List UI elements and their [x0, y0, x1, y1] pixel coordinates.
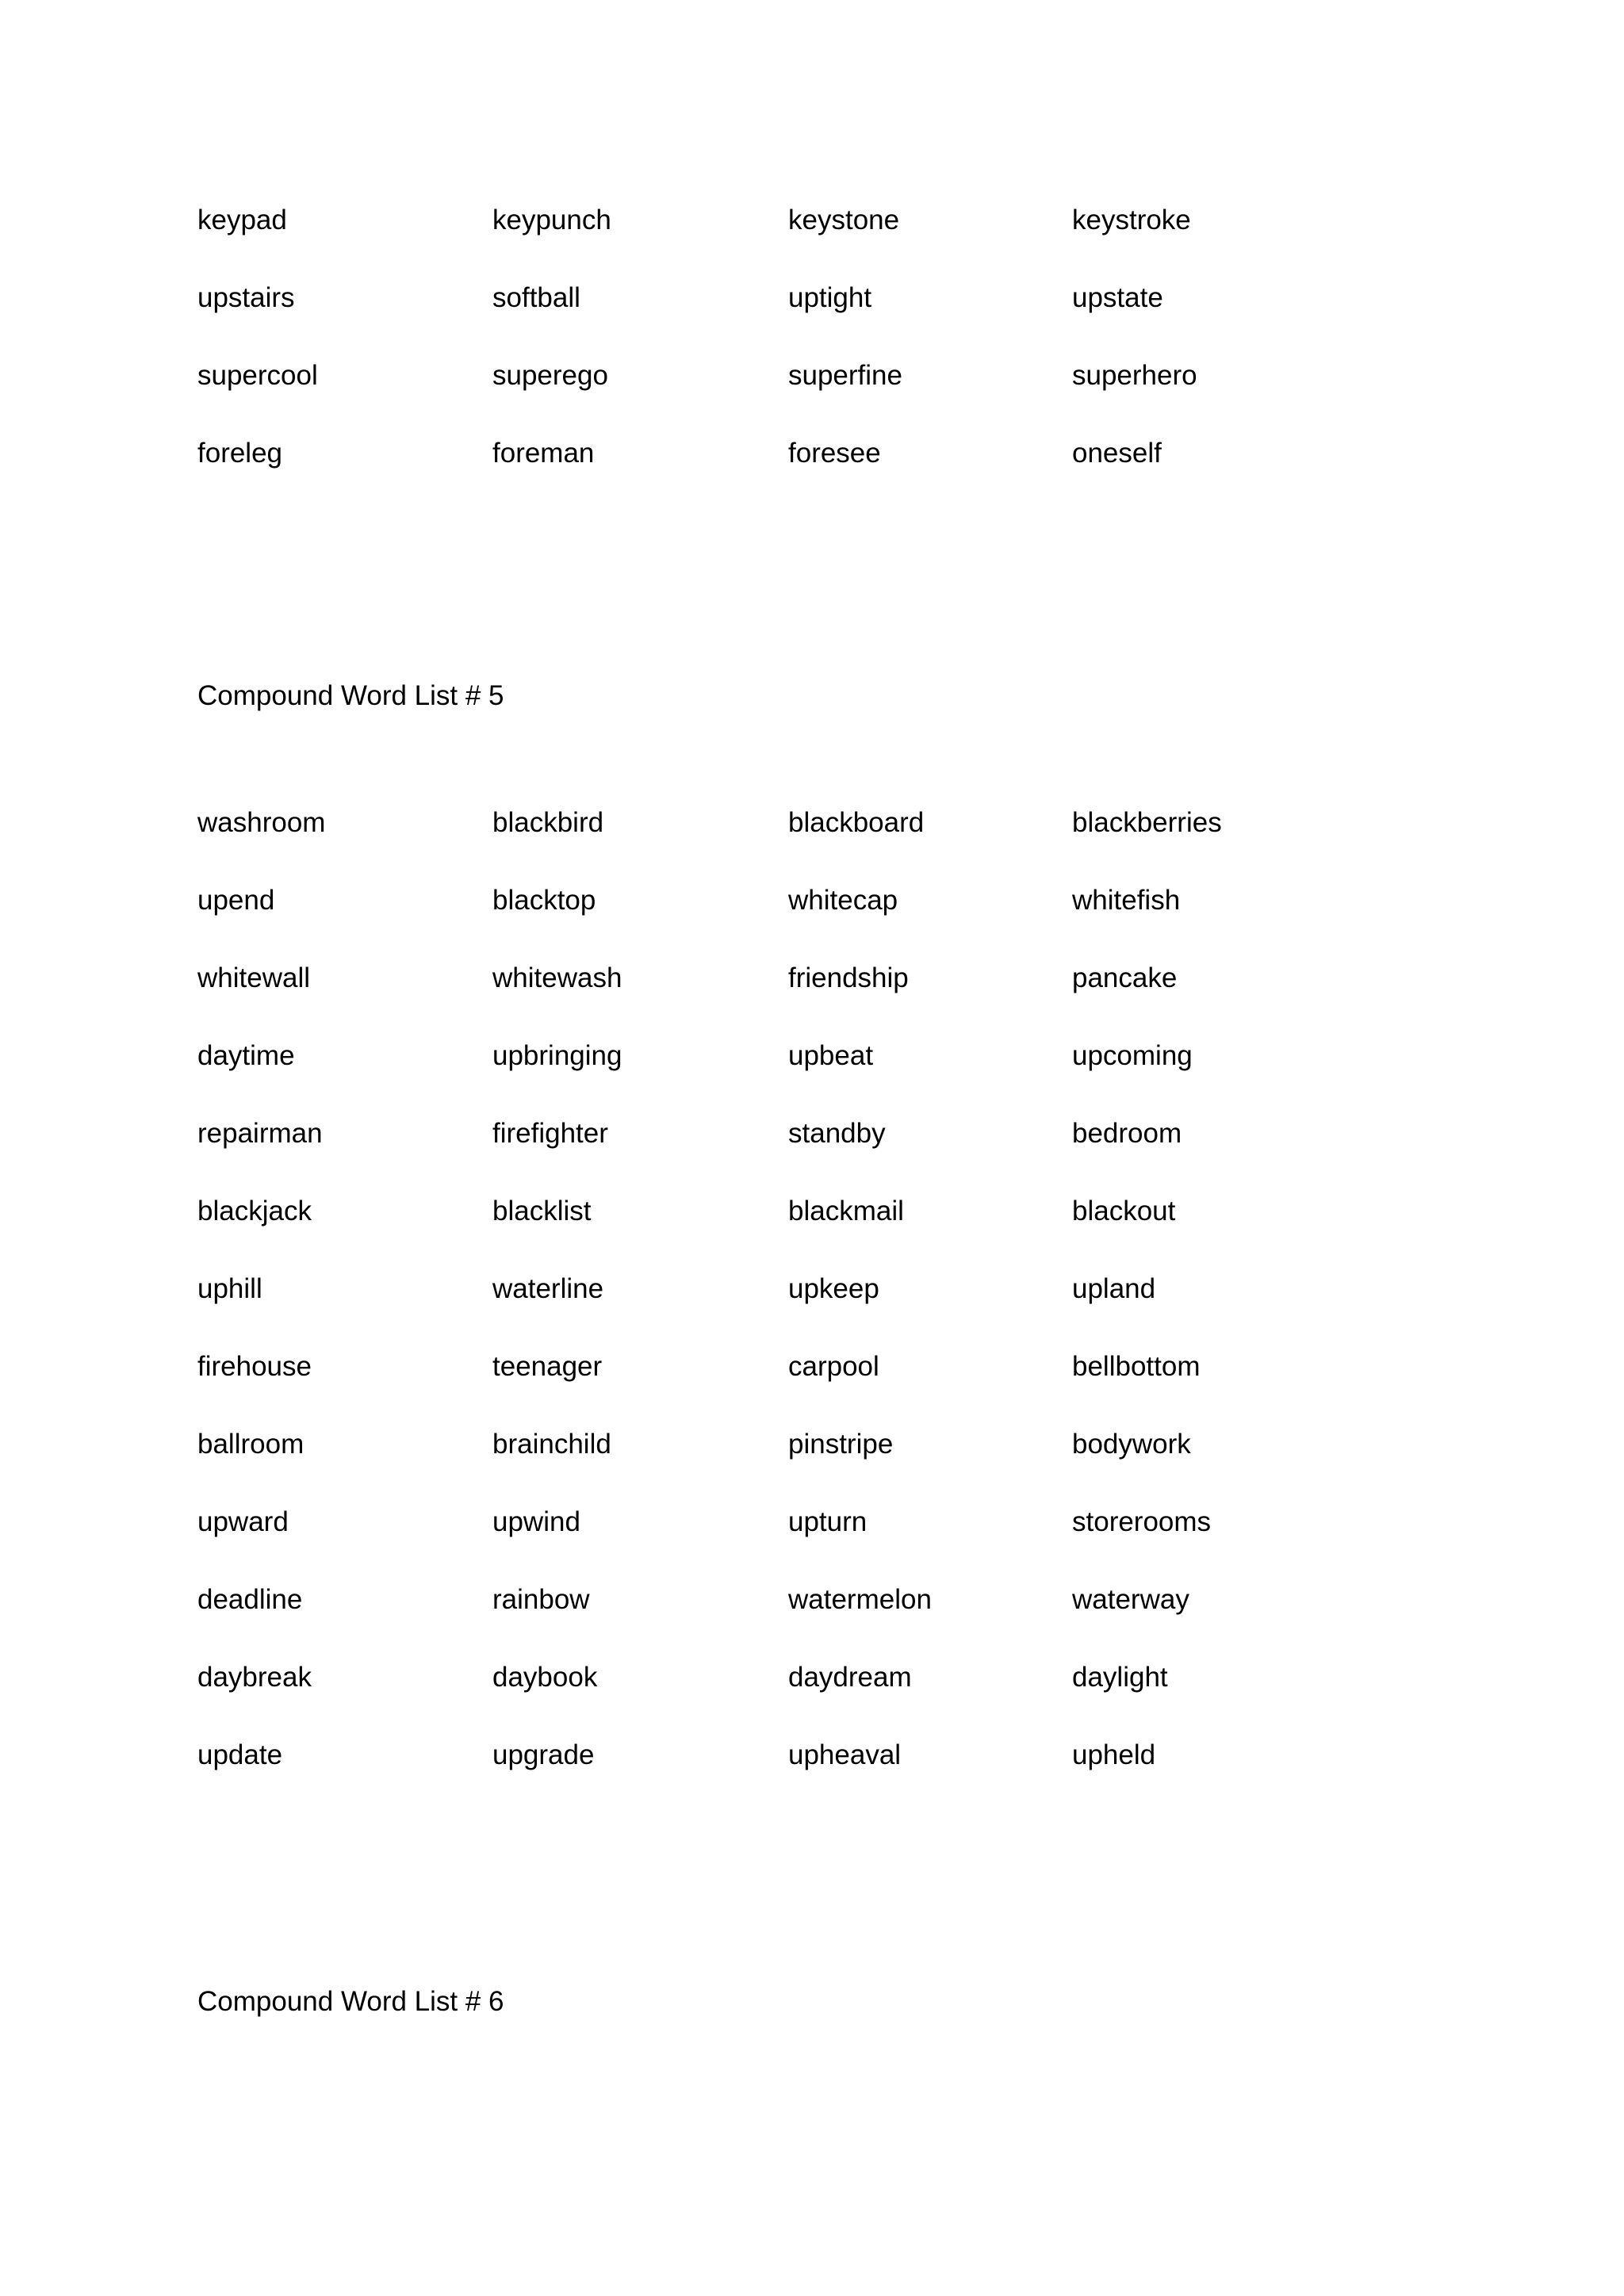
word-cell: daybook: [492, 1662, 598, 1693]
word-row: [197, 877, 1387, 955]
word-cell: upcoming: [1072, 1040, 1193, 1071]
word-row: [197, 1343, 1387, 1421]
word-cell: firefighter: [492, 1118, 608, 1149]
word-cell: upwind: [492, 1506, 580, 1537]
word-cell: upend: [197, 885, 275, 916]
word-row: [197, 799, 1387, 877]
word-cell: teenager: [492, 1351, 603, 1382]
word-cell: pancake: [1072, 962, 1178, 993]
word-cell: superego: [492, 360, 608, 391]
word-cell: blackout: [1072, 1196, 1176, 1226]
word-cell: uphill: [197, 1273, 262, 1304]
word-cell: standby: [788, 1118, 886, 1149]
word-cell: superhero: [1072, 360, 1197, 391]
word-cell: waterline: [492, 1273, 604, 1304]
word-cell: upstairs: [197, 282, 295, 313]
word-row: [197, 1732, 1387, 1809]
word-cell: foreman: [492, 438, 595, 469]
word-cell: whitewash: [492, 962, 622, 993]
word-cell: rainbow: [492, 1584, 590, 1615]
word-cell: watermelon: [788, 1584, 932, 1615]
word-cell: blackboard: [788, 807, 925, 838]
word-cell: supercool: [197, 360, 318, 391]
word-cell: bodywork: [1072, 1429, 1191, 1460]
word-cell: washroom: [197, 807, 326, 838]
word-row: [197, 430, 1387, 507]
word-row: [197, 1188, 1387, 1265]
word-cell: superfine: [788, 360, 902, 391]
word-row: [197, 1498, 1387, 1576]
word-row: [197, 1654, 1387, 1732]
word-cell: deadline: [197, 1584, 303, 1615]
word-row: [197, 197, 1387, 274]
word-cell: oneself: [1072, 438, 1162, 469]
word-cell: blacktop: [492, 885, 596, 916]
list-6-heading: Compound Word List # 6: [197, 1986, 504, 2017]
word-cell: foresee: [788, 438, 881, 469]
word-cell: daylight: [1072, 1662, 1168, 1693]
word-cell: brainchild: [492, 1429, 611, 1460]
word-cell: bedroom: [1072, 1118, 1182, 1149]
word-row: [197, 1421, 1387, 1498]
word-cell: whitecap: [788, 885, 898, 916]
word-row: [197, 1265, 1387, 1343]
word-cell: keystroke: [1072, 205, 1191, 235]
word-cell: whitewall: [197, 962, 310, 993]
word-cell: upbringing: [492, 1040, 622, 1071]
word-cell: blackjack: [197, 1196, 312, 1226]
word-cell: upheaval: [788, 1739, 902, 1770]
word-cell: upward: [197, 1506, 289, 1537]
word-cell: upgrade: [492, 1739, 595, 1770]
word-grid-list-5: [197, 799, 1387, 1809]
word-cell: keypunch: [492, 205, 611, 235]
word-row: [197, 1032, 1387, 1110]
word-cell: upland: [1072, 1273, 1156, 1304]
word-cell: daybreak: [197, 1662, 312, 1693]
word-cell: friendship: [788, 962, 909, 993]
word-cell: bellbottom: [1072, 1351, 1201, 1382]
word-cell: storerooms: [1072, 1506, 1212, 1537]
word-cell: blacklist: [492, 1196, 592, 1226]
word-row: [197, 274, 1387, 352]
word-cell: blackmail: [788, 1196, 904, 1226]
word-cell: whitefish: [1072, 885, 1181, 916]
word-row: [197, 1576, 1387, 1654]
word-cell: foreleg: [197, 438, 283, 469]
word-cell: blackbird: [492, 807, 604, 838]
word-cell: upbeat: [788, 1040, 874, 1071]
word-cell: upturn: [788, 1506, 868, 1537]
word-cell: upstate: [1072, 282, 1163, 313]
word-grid-list-4: [197, 197, 1387, 507]
word-cell: daytime: [197, 1040, 295, 1071]
word-row: [197, 352, 1387, 430]
word-cell: waterway: [1072, 1584, 1189, 1615]
word-row: [197, 1110, 1387, 1188]
word-row: [197, 955, 1387, 1032]
word-cell: daydream: [788, 1662, 912, 1693]
word-cell: blackberries: [1072, 807, 1222, 838]
word-cell: upkeep: [788, 1273, 879, 1304]
word-cell: firehouse: [197, 1351, 312, 1382]
word-cell: pinstripe: [788, 1429, 894, 1460]
word-cell: update: [197, 1739, 283, 1770]
word-cell: carpool: [788, 1351, 879, 1382]
word-cell: ballroom: [197, 1429, 304, 1460]
word-cell: keypad: [197, 205, 287, 235]
word-cell: upheld: [1072, 1739, 1156, 1770]
word-cell: softball: [492, 282, 580, 313]
word-cell: repairman: [197, 1118, 323, 1149]
word-cell: uptight: [788, 282, 872, 313]
word-cell: keystone: [788, 205, 900, 235]
list-5-heading: Compound Word List # 5: [197, 680, 504, 711]
